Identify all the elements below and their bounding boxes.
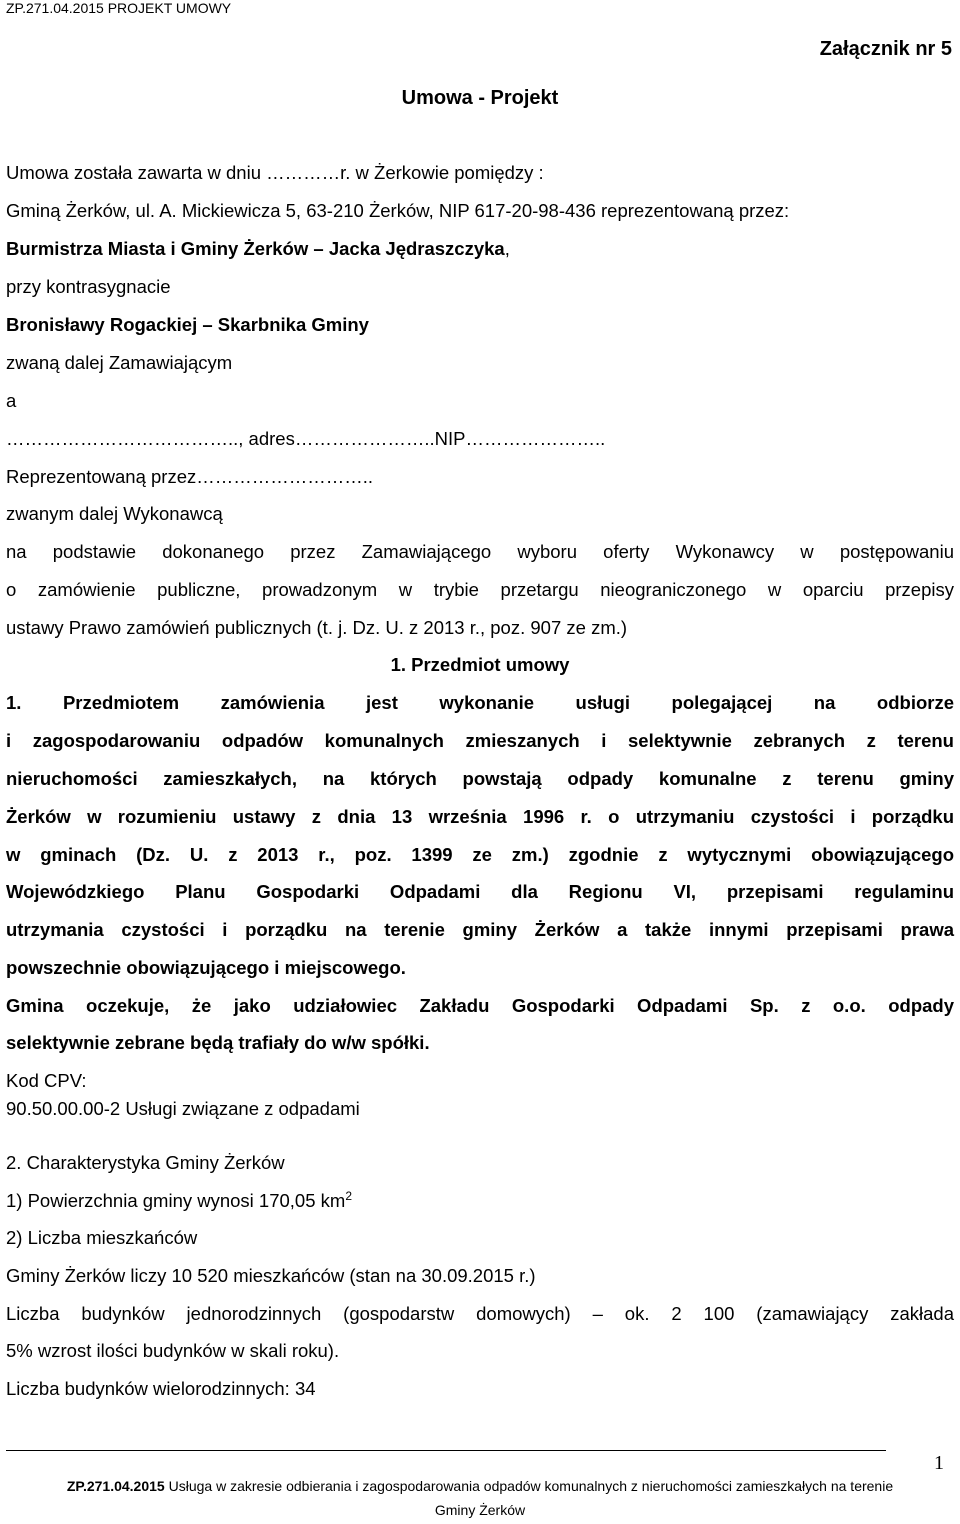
footer-text: Usługa w zakresie odbierania i zagospodarowania odpadów komunalnych z nieruchomości zamieszkałych na terenie: [164, 1478, 894, 1494]
subject-line-4: [6, 806, 954, 828]
footer-line-2: Gminy Żerków: [434, 1502, 526, 1518]
subject-line-6: [6, 881, 954, 903]
treasurer-line: Bronisławy Rogackiej – Skarbnika Gminy: [6, 314, 369, 335]
subject-line-2: [6, 730, 954, 752]
subject-text-1: 1. Przedmiotem zamówienia jest wykonanie usługi polegającej na odbiorze: [6, 692, 954, 713]
mayor-comma: ,: [504, 238, 510, 259]
footer-rule: [6, 1450, 886, 1451]
mayor-name: Burmistrza Miasta i Gminy Żerków – Jacka Jędraszczyka: [6, 238, 505, 259]
annex-label: Załącznik nr 5: [819, 38, 952, 60]
contract-date-line: Umowa została zawarta w dniu …………r. w Żerkowie pomiędzy :: [6, 162, 544, 183]
subject-text-3: nieruchomości zamieszkałych, na których powstają odpady komunalne z terenu gminy: [6, 768, 954, 789]
and-line: a: [6, 390, 17, 411]
cpv-value: 90.50.00.00-2 Usługi związane z odpadami: [6, 1098, 360, 1119]
subject-line-1: [6, 692, 954, 714]
contractor-fields-line: ……………………………….., adres…………………..NIP…………………..: [6, 428, 606, 449]
population-line: Gminy Żerków liczy 10 520 mieszkańców (stan na 30.09.2015 r.): [6, 1265, 536, 1286]
cpv-label: Kod CPV:: [6, 1070, 87, 1091]
area-superscript: 2: [345, 1188, 353, 1203]
contractor-line: zwanym dalej Wykonawcą: [6, 503, 223, 524]
basis-text-1: na podstawie dokonanego przez Zamawiającego wyboru oferty Wykonawcy w postępowaniu: [6, 541, 954, 562]
area-line: [6, 1190, 352, 1212]
basis-paragraph-line-3: ustawy Prawo zamówień publicznych (t. j. Dz. U. z 2013 r., poz. 907 ze zm.): [6, 617, 628, 638]
expectation-line-2: selektywnie zebrane będą trafiały do w/w spółki.: [6, 1032, 430, 1053]
page-number: 1: [934, 1452, 944, 1474]
mayor-line: [6, 238, 510, 260]
subject-text-5: w gminach (Dz. U. z 2013 r., poz. 1399 ze zm.) zgodnie z wytycznymi obowiązującego: [6, 844, 954, 865]
section-1-heading: 1. Przedmiot umowy: [390, 654, 570, 675]
party-address-line: Gminą Żerków, ul. A. Mickiewicza 5, 63-210 Żerków, NIP 617-20-98-436 reprezentowaną przez:: [6, 200, 790, 221]
subject-line-5: [6, 844, 954, 866]
expectation-line-1: [6, 995, 954, 1017]
single-family-text-1: Liczba budynków jednorodzinnych (gospodarstw domowych) – ok. 2 100 (zamawiający zakłada: [6, 1303, 954, 1324]
footer-ref: ZP.271.04.2015: [66, 1478, 165, 1494]
population-label: 2) Liczba mieszkańców: [6, 1227, 198, 1248]
subject-line-8: powszechnie obowiązującego i miejscowego.: [6, 957, 406, 978]
subject-text-4: Żerków w rozumieniu ustawy z dnia 13 września 1996 r. o utrzymaniu czystości i porządku: [6, 806, 954, 827]
countersignature-line: przy kontrasygnacie: [6, 276, 171, 297]
subject-text-6: Wojewódzkiego Planu Gospodarki Odpadami dla Regionu VI, przepisami regulaminu: [6, 881, 954, 902]
subject-text-7: utrzymania czystości i porządku na terenie gminy Żerków a także innymi przepisami prawa: [6, 919, 954, 940]
document-title: Umowa - Projekt: [401, 87, 559, 109]
ordering-party-line: zwaną dalej Zamawiającym: [6, 352, 233, 373]
represented-by-line: Reprezentowaną przez………………………..: [6, 466, 374, 487]
subject-text-2: i zagospodarowaniu odpadów komunalnych zmieszanych i selektywnie zebranych z terenu: [6, 730, 954, 751]
document-header-ref: ZP.271.04.2015 PROJEKT UMOWY: [6, 0, 232, 16]
section-2-heading: 2. Charakterystyka Gminy Żerków: [6, 1152, 285, 1173]
basis-text-2: o zamówienie publiczne, prowadzonym w trybie przetargu nieograniczonego w oparciu przepisy: [6, 579, 954, 600]
expectation-text-1: Gmina oczekuje, że jako udziałowiec Zakładu Gospodarki Odpadami Sp. z o.o. odpady: [6, 995, 954, 1016]
multi-family-line: Liczba budynków wielorodzinnych: 34: [6, 1378, 316, 1399]
area-text: 1) Powierzchnia gminy wynosi 170,05 km: [6, 1190, 346, 1211]
basis-paragraph-line-1: [6, 541, 954, 563]
single-family-line-2: 5% wzrost ilości budynków w skali roku).: [6, 1340, 340, 1361]
subject-line-7: [6, 919, 954, 941]
single-family-line-1: [6, 1303, 954, 1325]
footer-line-1: [0, 1478, 960, 1494]
basis-paragraph-line-2: [6, 579, 954, 601]
subject-line-3: [6, 768, 954, 790]
